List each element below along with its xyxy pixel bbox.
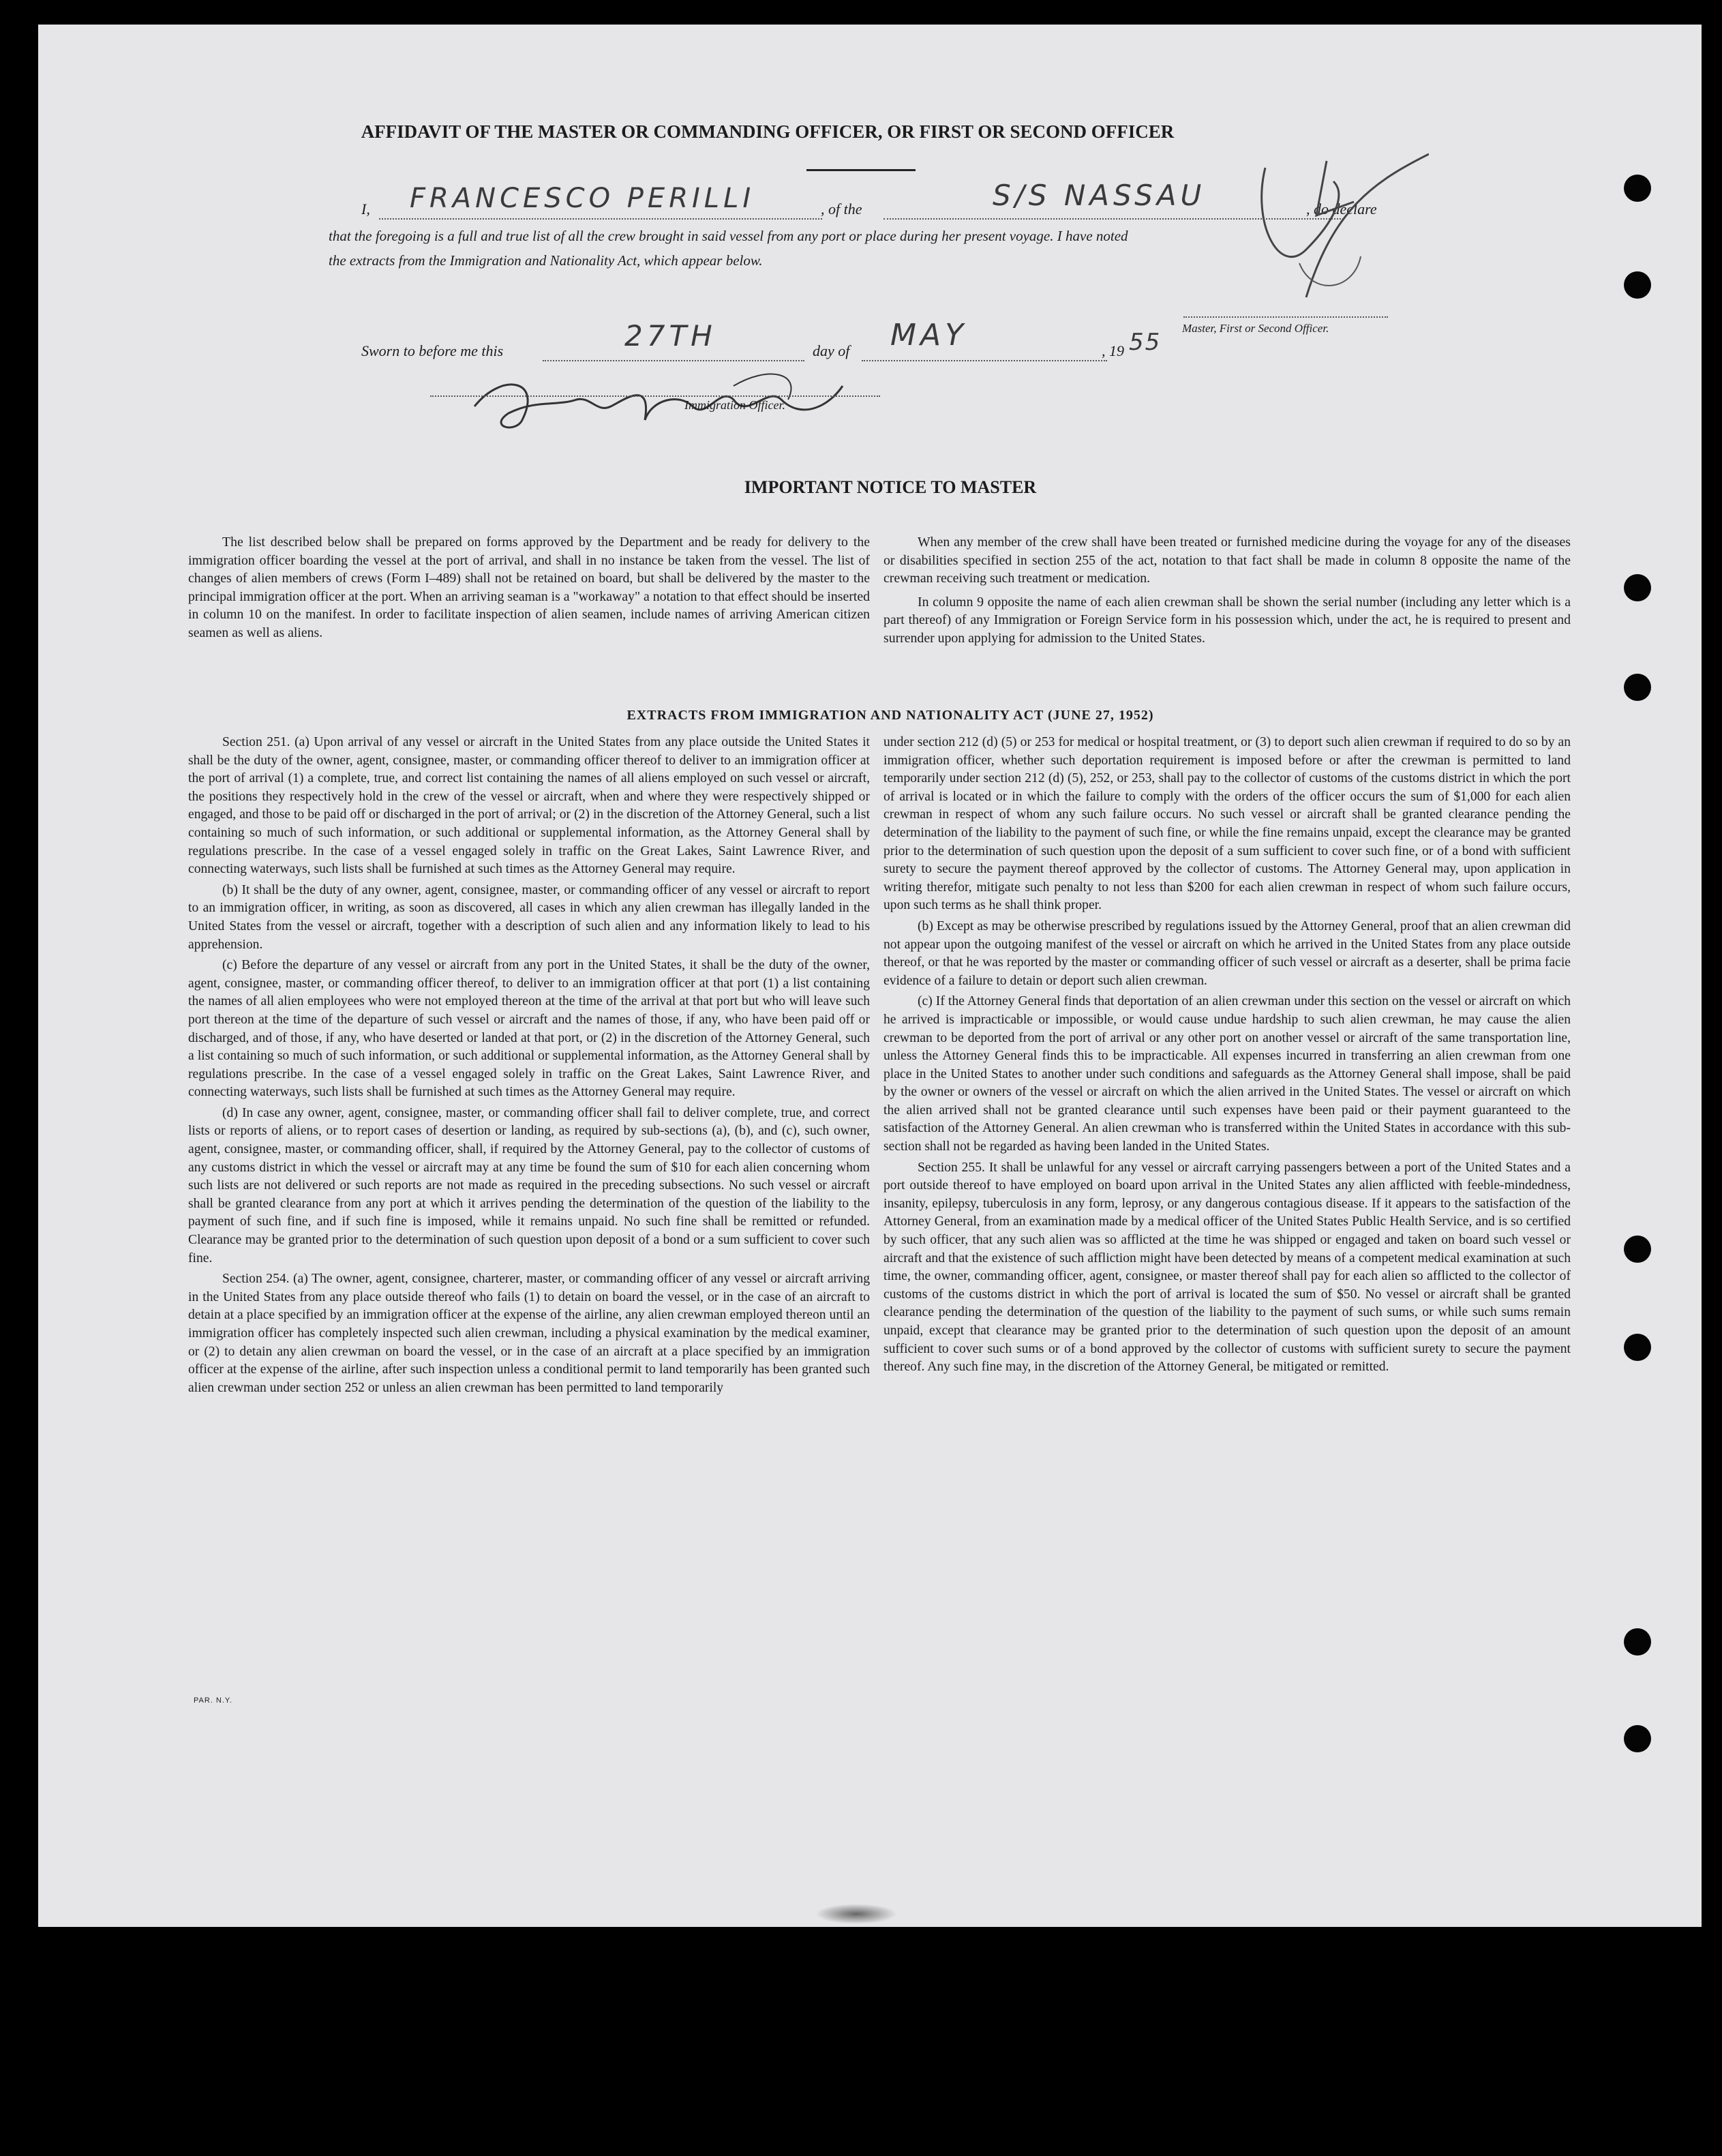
section-251-b: (b) It shall be the duty of any owner, agent, consignee, master, or commanding officer of any vessel or aircraft to report to an immigration officer, in writing, as soon as discovered, all cases in which any alien crewman has illegally landed in the United States from the vessel or aircraft, together with a description of such alien and any information likely to lead to his apprehension. — [188, 882, 870, 952]
extracts-title: EXTRACTS FROM IMMIGRATION AND NATIONALITY ACT (JUNE 27, 1952) — [626, 708, 1154, 723]
extracts-left-column — [188, 734, 870, 1400]
section-254-b: (b) Except as may be otherwise prescribed by regulations issued by the Attorney General, proof that an alien crewman did not appear upon the outgoing manifest of the vessel or aircraft on which he arrived in the United States from any place outside thereof, or that he was reported by the master or commanding officer of such vessel or aircraft as a deserter, shall be prima facie evidence of a failure to detain or deport such alien crewman. — [883, 918, 1571, 988]
smudge-mark — [815, 1904, 897, 1924]
section-251-c: (c) Before the departure of any vessel or aircraft from any port in the United States, it shall be the duty of the owner, agent, consignee, master, or commanding officer thereof, to deliver to an immigration officer at that port (1) a list containing the names of all alien employees who were not employed thereon at the time of the arrival at that port but who will leave such port thereon at the time of the departure of such vessel or aircraft and the names of those, if any, who have been paid off or discharged, and of those, if any, who have deserted or landed at that port, or (2) in the discretion of the Attorney General, such a list containing so much of such information, or such additional or supplemental information, as the Attorney General shall by regulations prescribe. In the case of a vessel engaged solely in traffic on the Great Lakes, Saint Lawrence River, and connecting waterways, such lists shall be furnished at such times as the Attorney General may require. — [188, 958, 870, 1100]
year-prefix: , 19 — [1102, 342, 1124, 359]
affidavit-title: AFFIDAVIT OF THE MASTER OR COMMANDING OFFICER, OR FIRST OR SECOND OFFICER — [361, 121, 1175, 142]
i-label: I, — [361, 200, 370, 218]
notice-right-column — [883, 533, 1571, 653]
master-signature — [1197, 140, 1429, 318]
affidavit-statement-1: that the foregoing is a full and true list of all the crew brought in said vessel from any port or place during her present voyage. I have noted — [329, 228, 1128, 244]
section-254-a: Section 254. (a) The owner, agent, consignee, charterer, master, or commanding officer of any vessel or aircraft arriving in the United States from any place outside thereof who fails (1) to detain on board the vessel, or in the case of an aircraft to detain at a place specified by an immigration officer at the expense of the airline, any alien crewman employed thereon until an immigration officer has completely inspected such alien crewman, including a physical examination by the medical examiner, or (2) to detain any alien crewman on board the vessel, or in the case of an aircraft at a place specified by an immigration officer at the expense of the airline, after such inspection unless a conditional permit to land temporarily has been granted such alien crewman under section 252 or unless an alien crewman has been permitted to land temporarily — [188, 1272, 870, 1395]
sworn-month: MAY — [890, 318, 967, 353]
section-255: Section 255. It shall be unlawful for any vessel or aircraft carrying passengers between a port of the United States and a port outside thereof to have employed on board upon arrival in the United States any alien afflicted with feeble-mindedness, insanity, epilepsy, tuberculosis in any form, leprosy, or any dangerous contagious disease. If it appears to the satisfaction of the Attorney General, from an examination made by a medical officer of the United States Public Health Service, and is so certified by such officer, that any such alien was so afflicted at the time he was shipped or engaged and taken on board such vessel or aircraft and that the existence of such affliction might have been detected by means of a competent medical examination at such time, the owner, commanding officer, agent, consignee, or master thereof shall pay for each alien so afflicted to the collector of customs of the customs district in which the port of arrival is located the sum of $50. No vessel or aircraft shall be granted clearance pending the determination of the question of the liability to the payment of such sums, or while such sums remain unpaid, except that clearance may be granted prior to the determination of such question upon the deposit of an amount sufficient to cover such sums or of a bond approved by the collector of customs with sufficient surety to secure the payment thereof. Any such fine may, in the discretion of the Attorney General, be mitigated or remitted. — [883, 1160, 1571, 1375]
month-field — [862, 360, 1107, 361]
sworn-year: 55 — [1129, 329, 1162, 356]
master-caption: Master, First or Second Officer. — [1182, 322, 1329, 335]
punch-hole-5 — [1624, 1236, 1651, 1263]
master-name: FRANCESCO PERILLI — [410, 183, 755, 214]
sworn-day: 27TH — [624, 319, 716, 353]
punch-hole-8 — [1624, 1725, 1651, 1752]
punch-hole-1 — [1624, 175, 1651, 202]
punch-hole-3 — [1624, 574, 1651, 601]
section-254-a-cont: under section 212 (d) (5) or 253 for medical or hospital treatment, or (3) to deport such alien crewman if required to do so by an immigration officer, whether such deportation requirement is imposed before or after the crewman is permitted to land temporarily under section 212 (d) (5), 252, or 253, shall pay to the collector of customs of the customs district in which the port of arrival is located or in which the failure to comply with the orders of the officer occurs the sum of $1,000 for each alien crewman in respect of whom any such failure occurs. No such vessel or aircraft shall be granted clearance pending the determination of the liability to the payment of such fine, or while the fine remains unpaid, except the clearance may be granted prior to the determination of such question upon the deposit of a sum sufficient to cover such fine, or of a bond with sufficient surety to secure the payment thereof approved by the collector of customs. The Attorney General may, upon application in writing therefor, mitigate such penalty to not less than $200 for each alien crewman in respect of whom such failure occurs, upon such terms as he shall think proper. — [883, 735, 1571, 913]
extracts-right-column — [883, 734, 1571, 1379]
master-signature-line — [1183, 316, 1388, 318]
punch-hole-2 — [1624, 271, 1651, 299]
document-sheet — [38, 25, 1702, 1927]
punch-hole-7 — [1624, 1628, 1651, 1656]
sworn-label: Sworn to before me this — [361, 342, 504, 359]
declare-label: , do declare — [1306, 200, 1377, 218]
punch-hole-6 — [1624, 1334, 1651, 1361]
day-of-label: day of — [813, 342, 850, 359]
vessel-name: S/S NASSAU — [993, 179, 1206, 212]
immigration-officer-signature — [447, 359, 883, 447]
name-field — [379, 218, 822, 220]
notice-left-column — [188, 533, 870, 647]
notice-left-text: The list described below shall be prepared on forms approved by the Department and be ready for delivery to the immigration officer boarding the vessel at the port of arrival, and shall in no instance be taken from the vessel. The list of changes of alien members of crews (Form I–489) shall not be retained on board, but shall be delivered by the master to the principal immigration officer at the port. When an arriving seaman is a "workaway" a notation to that effect should be inserted in column 10 on the manifest. In order to facilitate inspection of alien seamen, include names of arriving American citizen seamen as well as aliens. — [188, 535, 870, 640]
punch-hole-4 — [1624, 674, 1651, 701]
notice-title: IMPORTANT NOTICE TO MASTER — [744, 477, 1037, 497]
title-rule — [806, 169, 916, 171]
of-the-label: , of the — [821, 200, 862, 218]
printer-mark: PAR. N.Y. — [194, 1696, 232, 1705]
section-254-c: (c) If the Attorney General finds that deportation of an alien crewman under this section on the vessel or aircraft on which he arrived is impracticable or impossible, or would cause undue hardship to such alien crewman, he may cause the alien crewman to be deported from the port of arrival or any other port on another vessel or aircraft of the same transportation line, unless the Attorney General finds this to be impracticable. All expenses incurred in transferring an alien crewman from one place in the United States to another under such conditions and safeguards as the Attorney General shall impose, shall be paid by the owner or owners of the vessel or aircraft on which the alien arrived in the United States. The vessel or aircraft on which the alien arrived shall not be granted clearance until such expenses have been paid or their payment guaranteed to the satisfaction of the Attorney General. An alien crewman who is transferred within the United States in accordance with this sub-section shall not be regarded as having been landed in the United States. — [883, 994, 1571, 1154]
notice-right-text-1: When any member of the crew shall have been treated or furnished medicine during the voyage for any of the diseases or disabilities specified in section 255 of the act, notation to that fact shall be made in column 8 opposite the name of the crewman receiving such treatment or medication. — [883, 535, 1571, 586]
immigration-signature-line — [430, 395, 880, 397]
affidavit-statement-2: the extracts from the Immigration and Nationality Act, which appear below. — [329, 252, 763, 269]
section-251-d: (d) In case any owner, agent, consignee, master, or commanding officer shall fail to deliver complete, true, and correct lists or reports of aliens, or to report cases of desertion or landing, as required by sub-sections (a), (b), and (c), such owner, agent, consignee, master, or commanding officer, shall, if required by the Attorney General, pay to the collector of customs of any customs district in which the vessel or aircraft may at any time be found the sum of $10 for each alien concerning whom such lists are not delivered or such reports are not made as required in the preceding subsections. No such vessel or aircraft shall be granted clearance from any port at which it arrives pending the determination of the question of the liability to the payment of such fine, and if such fine is imposed, while it remains unpaid. No such fine shall be remitted or refunded. Clearance may be granted prior to the determination of such question upon deposit of a bond or a sum sufficient to cover such fine. — [188, 1105, 870, 1266]
section-251-a: Section 251. (a) Upon arrival of any vessel or aircraft in the United States from any place outside the United States it shall be the duty of the owner, agent, consignee, master, or commanding officer thereof to deliver to an immigration officer at the port of arrival (1) a complete, true, and correct list containing the names of all aliens employed on such vessel or aircraft, the positions they respectively hold in the crew of the vessel or aircraft, when and where they were respectively shipped or engaged, and those to be paid off or discharged in the port of arrival; or (2) in the discretion of the Attorney General, such a list containing so much of such information, or such additional or supplemental information, as the Attorney General shall by regulations prescribe. In the case of a vessel engaged solely in traffic on the Great Lakes, Saint Lawrence River, and connecting waterways, such lists shall be furnished at such times as the Attorney General may require. — [188, 735, 870, 877]
immigration-caption: Immigration Officer. — [684, 398, 785, 412]
notice-right-text-2: In column 9 opposite the name of each alien crewman shall be shown the serial number (including any letter which is a part thereof) of any Immigration or Foreign Service form in his possession which, under the act, he is required to present and surrender upon applying for admission to the United States. — [883, 594, 1571, 646]
